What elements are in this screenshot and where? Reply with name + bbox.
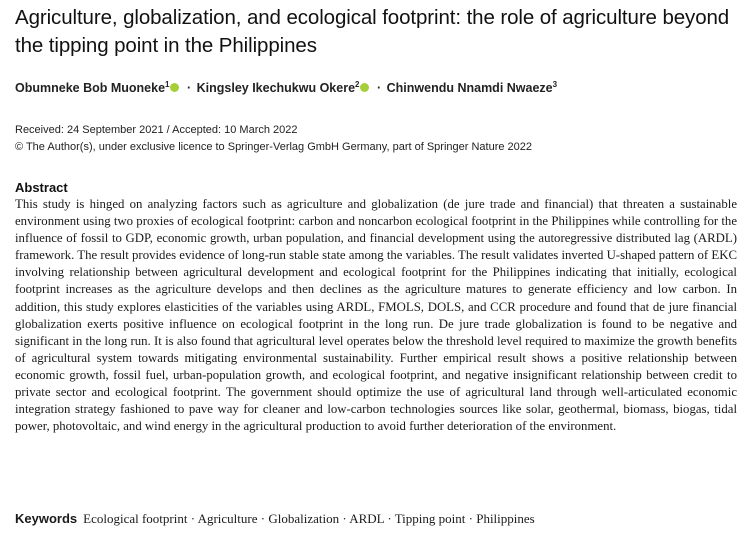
copyright-notice: © The Author(s), under exclusive licence to Springer-Verlag GmbH Germany, part of Springer Nature 2022	[15, 141, 532, 153]
author-affiliation-marker: 1	[165, 80, 170, 89]
author-affiliation-marker: 2	[355, 80, 360, 89]
orcid-icon[interactable]	[170, 83, 179, 92]
author-separator: ·	[186, 81, 192, 95]
keywords-section	[15, 510, 735, 528]
received-accepted-dates: Received: 24 September 2021 / Accepted: 10 March 2022	[15, 124, 298, 136]
abstract-heading: Abstract	[15, 180, 68, 195]
abstract-text: This study is hinged on analyzing factors such as agriculture and globalization (de jure trade and financial) that threaten a sustainable environment using two proxies of ecological footprint: carbon and noncarbon ecological footprint in the Philippines while controlling for the influence of fossil to GDP, economic growth, urban population, and financial development using the autoregressive distributed lag (ARDL) framework. The result provides evidence of long-run stable state among the variables. The result validates inverted U-shaped pattern of EKC involving relationship between agricultural development and ecological footprint for the Philippines indicating that initially, ecological footprint increases as the agriculture develops and then declines as the agriculture matures to generate efficiency and low carbon. In addition, this study explores elasticities of the variables using ARDL, FMOLS, DOLS, and CCR procedure and found that de jure financial globalization exerts positive influence on ecological footprint in the long run. De jure trade globalization is found to be negative and significant in the long run. It is also found that agricultural level operates below the threshold level required to maximize the growth benefits of agricultural system towards mitigating environmental sustainability. Further empirical result shows a positive relationship between economic growth, fossil fuel, urban-population growth, and ecological footprint, and negative insignificant relationship between credit to private sector and ecological footprint. The government should optimize the use of agricultural land through well-articulated economic integration strategy fashioned to pave way for cleaner and low-carbon technologies sources like solar, geothermal, biomass, biogas, tidal power, photovoltaic, and wind energy in the agricultural production to avoid further deterioration of the environment.	[15, 197, 737, 434]
article-title: Agriculture, globalization, and ecological footprint: the role of agriculture beyond the tipping point in the Philippines	[15, 6, 730, 57]
author-list	[15, 79, 735, 97]
author-name[interactable]: Kingsley Ikechukwu Okere	[196, 81, 356, 95]
author-separator: ·	[376, 81, 382, 95]
author-name[interactable]: Chinwendu Nnamdi Nwaeze	[386, 81, 553, 95]
orcid-icon[interactable]	[360, 83, 369, 92]
author-affiliation-marker: 3	[552, 80, 558, 89]
keywords-list: Ecological footprint · Agriculture · Globalization · ARDL · Tipping point · Philippines	[83, 511, 535, 526]
keywords-label: Keywords	[15, 511, 78, 526]
publication-info	[15, 122, 735, 156]
author-name[interactable]: Obumneke Bob Muoneke	[15, 81, 166, 95]
